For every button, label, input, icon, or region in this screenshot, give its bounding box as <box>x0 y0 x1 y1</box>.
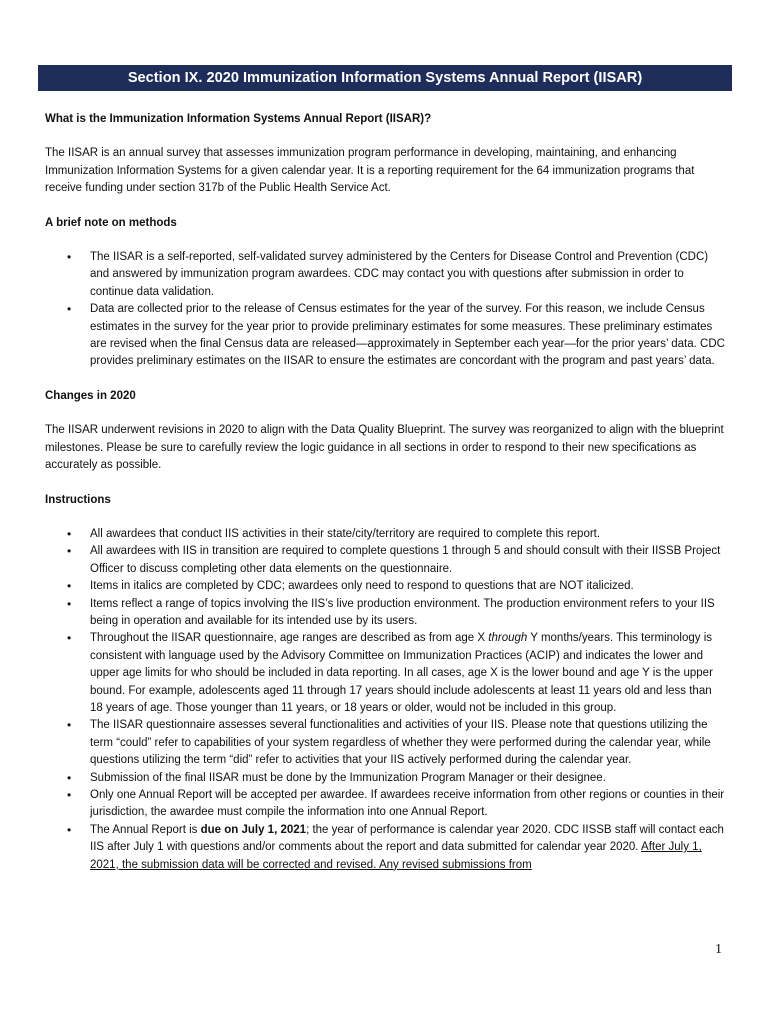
list-item: • The IISAR questionnaire assesses several functionalities and activities of your IIS. Please note that questions utilizing the term “could” refer to capabilities of your system regardless of whether they were performed during the calendar year, while questions utilizing the term “did” refer to activities that your IIS actively performed during the calendar year. <box>90 717 725 769</box>
changes-heading: Changes in 2020 <box>45 389 136 402</box>
page-number: 1 <box>715 942 722 957</box>
text-run: Throughout the IISAR questionnaire, age ranges are described as from age X <box>90 632 489 645</box>
list-item <box>90 822 725 874</box>
list-item: • Only one Annual Report will be accepted per awardee. If awardees receive information from other regions or counties in their jurisdiction, the awardee must compile the information into one Annual Report. <box>90 787 725 822</box>
list-item <box>90 630 725 717</box>
list-item: • All awardees with IIS in transition are required to complete questions 1 through 5 and should consult with their IISSB Project Officer to discuss completing other data elements on the questionnaire. <box>90 543 725 578</box>
instructions-list <box>45 526 725 874</box>
text-run: The Annual Report is <box>90 823 201 836</box>
due-date: due on July 1, 2021 <box>200 823 307 836</box>
list-item: • Submission of the final IISAR must be done by the Immunization Program Manager or their designee. <box>90 770 725 787</box>
underlined-text: After July 1, 2021, the submission data will be corrected and revised. Any revised submissions from <box>90 841 702 871</box>
document-body <box>45 111 725 891</box>
list-item: • All awardees that conduct IIS activities in their state/city/territory are required to complete this report. <box>90 526 725 543</box>
list-item: • Items reflect a range of topics involving the IIS’s live production environment. The production environment refers to your IIS being in operation and available for its intended use by its users. <box>90 596 725 631</box>
text-run: Y months/years. This terminology is consistent with language used by the Advisory Committee on Immunization Practices (ACIP) and indicates the lower and upper age limits for who should be included in data reporting. In all cases, age X is the lower bound and age Y is the upper bound. For example, adolescents aged 11 through 17 years should include adolescents at least 11 years old and less than 18 years of age. Those younger than 11 years, or 18 years or older, would not be included in this group. <box>90 632 713 714</box>
list-item: • The IISAR is a self-reported, self-validated survey administered by the Centers for Disease Control and Prevention (CDC) and answered by immunization program awardees. CDC may contact you with questions after submission in order to continue data validation. <box>90 249 725 301</box>
methods-heading: A brief note on methods <box>45 216 177 229</box>
italic-text: through <box>488 632 528 645</box>
methods-list <box>45 249 725 371</box>
question-heading: What is the Immunization Information Systems Annual Report (IISAR)? <box>45 113 432 125</box>
text-run: ; the year of performance is calendar year 2020. CDC IISSB staff will contact each IIS after July 1 with questions and/or comments about the report and data submitted for calendar year 2020. <box>90 823 724 854</box>
list-item: • Data are collected prior to the release of Census estimates for the year of the survey. For this reason, we include Census estimates in the survey for the year prior to provide preliminary estimates for some measures. These preliminary estimates are revised when the final Census data are released—approximately in September each year—for the prior years’ data. CDC provides preliminary estimates on the IISAR to ensure the estimates are concordant with the program and past years’ data. <box>90 301 725 371</box>
intro-paragraph: The IISAR is an annual survey that assesses immunization program performance in developing, maintaining, and enhancing Immunization Information Systems for a given calendar year. It is a reporting requirement for the 64 immunization programs that receive funding under section 317b of the Public Health Service Act. <box>45 147 695 195</box>
section-banner: Section IX. 2020 Immunization Information Systems Annual Report (IISAR) <box>38 65 732 91</box>
instructions-heading: Instructions <box>45 493 111 506</box>
changes-paragraph: The IISAR underwent revisions in 2020 to align with the Data Quality Blueprint. The survey was reorganized to align with the blueprint milestones. Please be sure to carefully review the logic guidance in all sections in order to respond to their new specifications as accurately as possible. <box>45 424 724 472</box>
list-item: • Items in italics are completed by CDC; awardees only need to respond to questions that are NOT italicized. <box>90 578 725 595</box>
